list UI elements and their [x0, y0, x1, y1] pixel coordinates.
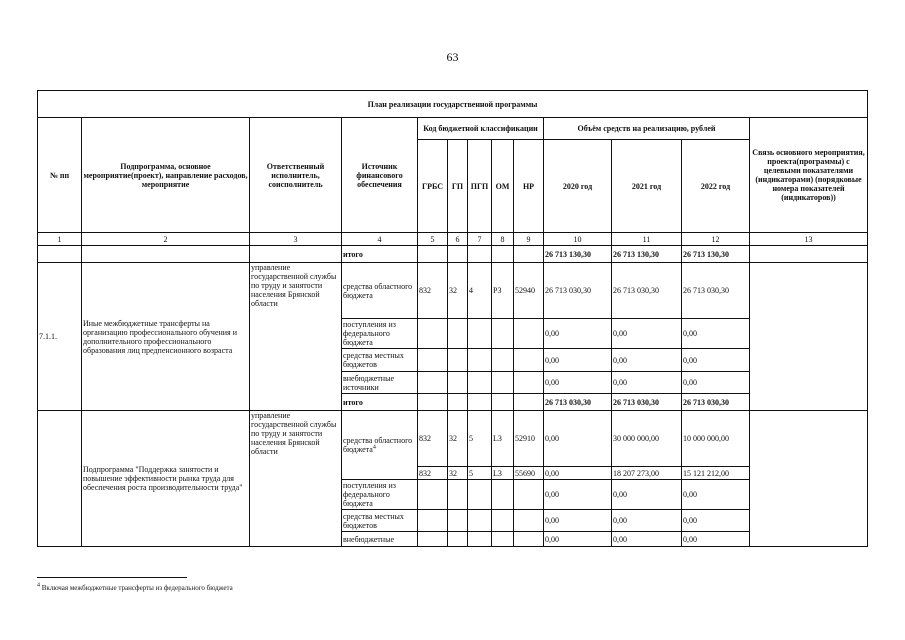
header-executor: Ответственный исполнитель, соисполнитель: [250, 118, 342, 233]
col-number: 3: [250, 233, 342, 246]
footnote-mark: 4: [372, 444, 376, 451]
footnote-text: Включая межбюджетные трансферты из федерального бюджета: [41, 584, 233, 592]
header-np: НР: [514, 140, 544, 233]
om-cell: L3: [492, 411, 514, 467]
amount-2020: 26 713 030,30: [544, 263, 612, 319]
source: [342, 411, 418, 480]
header-om: ОМ: [492, 140, 514, 233]
amount-2021: 0,00: [612, 510, 682, 532]
col-number: 2: [82, 233, 250, 246]
itogo-2021: 26 713 030,30: [612, 394, 682, 411]
itogo-2022: 26 713 130,30: [682, 246, 750, 263]
itogo-2021: 26 713 130,30: [612, 246, 682, 263]
activity-name: Иные межбюджетные трансферты на организацию профессионального обучения и дополнительного профессионального образования лиц предпенсионного возраста: [82, 263, 250, 411]
header-link: Связь основного мероприятия, проекта(программы) с целевыми показателями (индикаторами) (порядковые номера показателей (индикаторов)): [750, 118, 868, 233]
col-number: 4: [342, 233, 418, 246]
amount-2020: 0,00: [544, 480, 612, 510]
header-source: Источник финансового обеспечения: [342, 118, 418, 233]
amount-2021: 0,00: [612, 319, 682, 349]
amount-2021: 0,00: [612, 372, 682, 394]
gp-cell: 32: [448, 263, 468, 319]
amount-2022: 15 121 212,00: [682, 467, 750, 480]
grbs-cell: 832: [418, 411, 448, 467]
amount-2022: 0,00: [682, 532, 750, 547]
header-num: № пп: [38, 118, 82, 233]
np-cell: 55690: [514, 467, 544, 480]
col-number: 12: [682, 233, 750, 246]
page-number: 63: [446, 50, 459, 64]
source: средства областного бюджета: [342, 263, 418, 319]
itogo-2022: 26 713 030,30: [682, 394, 750, 411]
amount-2020: 0,00: [544, 532, 612, 547]
header-2022: 2022 год: [682, 140, 750, 233]
header-grbs: ГРБС: [418, 140, 448, 233]
footnote-divider: [37, 577, 187, 578]
itogo-label: итого: [342, 394, 418, 411]
gp-cell: 32: [448, 411, 468, 467]
header-2020: 2020 год: [544, 140, 612, 233]
source-text: средства областного бюджета: [343, 436, 413, 454]
amount-2020: 0,00: [544, 411, 612, 467]
executor: управление государственной службы по труду и занятости населения Брянской области: [250, 263, 342, 411]
amount-2022: 0,00: [682, 372, 750, 394]
source: средства местных бюджетов: [342, 349, 418, 372]
amount-2021: 0,00: [612, 480, 682, 510]
amount-2020: 0,00: [544, 372, 612, 394]
col-number: 8: [492, 233, 514, 246]
grbs-cell: 832: [418, 467, 448, 480]
amount-2020: 0,00: [544, 467, 612, 480]
amount-2022: 26 713 030,30: [682, 263, 750, 319]
col-number: 11: [612, 233, 682, 246]
amount-2020: 0,00: [544, 349, 612, 372]
itogo-2020: 26 713 130,30: [544, 246, 612, 263]
header-budget-code: Код бюджетной классификации: [418, 118, 544, 140]
col-number: 13: [750, 233, 868, 246]
amount-2022: 10 000 000,00: [682, 411, 750, 467]
col-number: 5: [418, 233, 448, 246]
source: внебюджетные источники: [342, 372, 418, 394]
amount-2021: 26 713 030,30: [612, 263, 682, 319]
col-number: 1: [38, 233, 82, 246]
col-number: 9: [514, 233, 544, 246]
header-volume: Объём средств на реализацию, рублей: [544, 118, 750, 140]
amount-2022: 0,00: [682, 480, 750, 510]
np-cell: 52910: [514, 411, 544, 467]
header-pgp: ПГП: [468, 140, 492, 233]
plan-table: [37, 90, 868, 547]
header-program: Подпрограмма, основное мероприятие(проект), направление расходов, мероприятие: [82, 118, 250, 233]
amount-2021: 30 000 000,00: [612, 411, 682, 467]
header-gp: ГП: [448, 140, 468, 233]
gp-cell: 32: [448, 467, 468, 480]
amount-2021: 0,00: [612, 532, 682, 547]
pgp-cell: 5: [468, 467, 492, 480]
col-number: 7: [468, 233, 492, 246]
source: поступления из федерального бюджета: [342, 480, 418, 510]
amount-2022: 0,00: [682, 510, 750, 532]
subprogram-name: Подпрограмма "Поддержка занятости и повышение эффективности рынка труда для обеспечения роста производительности труда": [82, 411, 250, 547]
itogo-label: итого: [342, 246, 418, 263]
col-number: 6: [448, 233, 468, 246]
footnote: [37, 584, 233, 592]
grbs-cell: 832: [418, 263, 448, 319]
source: средства местных бюджетов: [342, 510, 418, 532]
itogo-2020: 26 713 030,30: [544, 394, 612, 411]
amount-2020: 0,00: [544, 319, 612, 349]
pgp-cell: 5: [468, 411, 492, 467]
np-cell: 52940: [514, 263, 544, 319]
om-cell: Р3: [492, 263, 514, 319]
footnote-mark: 4: [37, 582, 40, 589]
pgp-cell: 4: [468, 263, 492, 319]
row-number: 7.1.1.: [38, 263, 82, 411]
header-2021: 2021 год: [612, 140, 682, 233]
table-title: План реализации государственной программы: [38, 91, 868, 118]
executor: управление государственной службы по труду и занятости населения Брянской области: [250, 411, 342, 547]
amount-2021: 18 207 273,00: [612, 467, 682, 480]
amount-2022: 0,00: [682, 319, 750, 349]
source: внебюджетные: [342, 532, 418, 547]
amount-2020: 0,00: [544, 510, 612, 532]
source: поступления из федерального бюджета: [342, 319, 418, 349]
col-number: 10: [544, 233, 612, 246]
om-cell: L3: [492, 467, 514, 480]
amount-2022: 0,00: [682, 349, 750, 372]
amount-2021: 0,00: [612, 349, 682, 372]
